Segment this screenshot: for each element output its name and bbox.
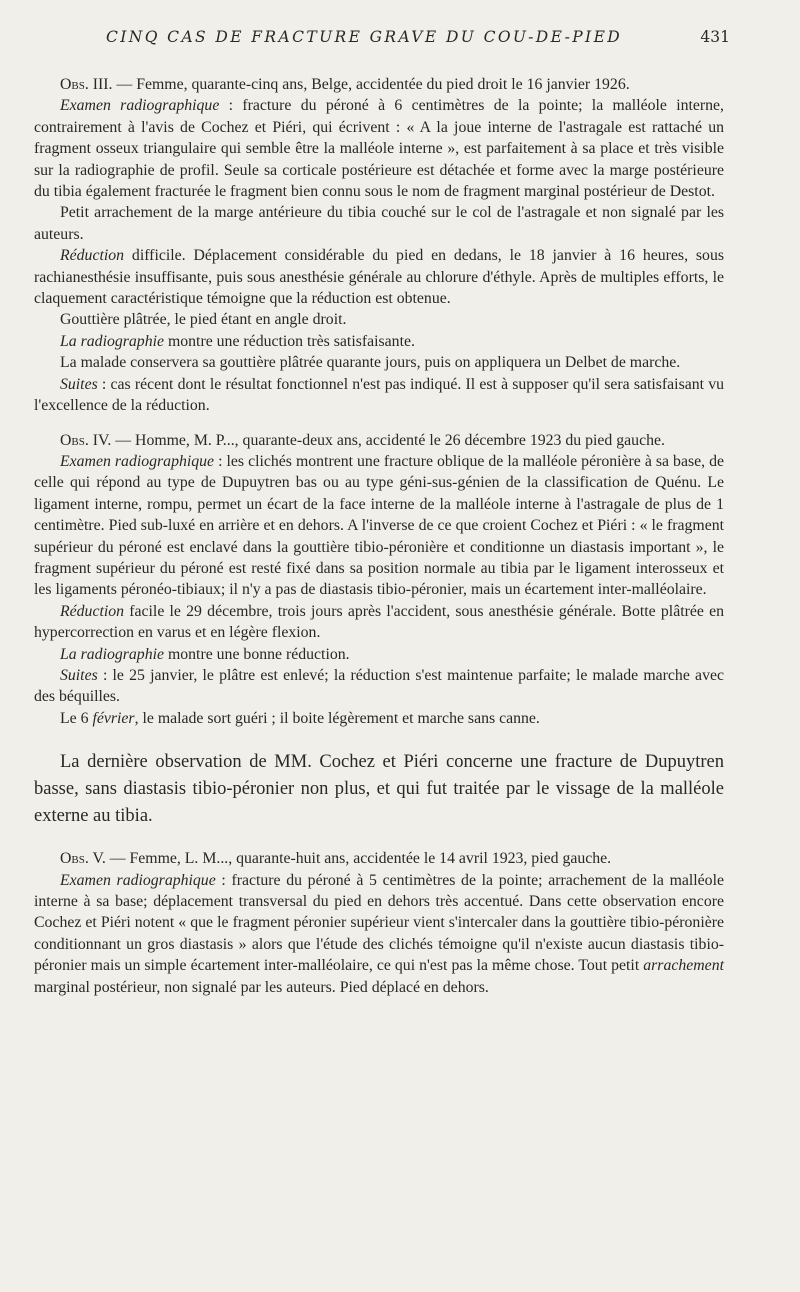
paragraph: La dernière observation de MM. Cochez et Piéri concerne une fracture de Dupuytren basse, sans diastasis tibio-péronier non plus, et qui fut traitée par le vissage de la malléole externe au tibia.	[34, 752, 724, 827]
page-header	[34, 28, 730, 52]
paragraph: La radiographie montre une bonne réduction.	[60, 645, 350, 663]
paragraph: Suites : le 25 janvier, le plâtre est enlevé; la réduction s'est maintenue parfaite; le malade marche avec des béquilles.	[34, 666, 724, 706]
observation-4	[34, 430, 724, 730]
paragraph: Gouttière plâtrée, le pied étant en angle droit.	[60, 311, 347, 329]
transition-paragraph	[34, 749, 724, 830]
paragraph: Le 6 février, le malade sort guéri ; il boite légèrement et marche sans canne.	[60, 709, 540, 727]
obs-heading: Obs. V. — Femme, L. M..., quarante-huit ans, accidentée le 14 avril 1923, pied gauche.	[60, 850, 612, 868]
section-gap	[34, 417, 724, 430]
body-text	[34, 74, 724, 998]
observation-3	[34, 74, 724, 417]
paragraph: Réduction facile le 29 décembre, trois jours après l'accident, sous anesthésie générale. Botte plâtrée en hypercorrection en varus et en légère flexion.	[34, 602, 724, 642]
running-title: CINQ CAS DE FRACTURE GRAVE DU COU-DE-PIED	[106, 28, 623, 46]
obs-label: Obs. III.	[60, 76, 113, 93]
paragraph: Examen radiographique : les clichés montrent une fracture oblique de la malléole péronière à sa base, de celle qui répond au type de Dupuytren bas ou au type géni-sus-génien de la classification de Quénu. Le ligament interne, rompu, permet un écart de la face interne de la malléole interne à l'astragale de plus de 1 centimètre. Pied sub-luxé en arrière et en dehors. A l'inverse de ce que croient Cochez et Piéri : « le fragment supérieur du péroné est enclavé dans la gouttière tibio-péronière et conditionne un diastasis important », le fragment supérieur du péroné est resté fixé dans sa position normale au tibia par le ligament interosseux et les ligaments péronéo-tibiaux; il n'y a pas de diastasis tibio-péronier, mais un écartement inter-malléolaire.	[34, 452, 724, 599]
obs-label: Obs. IV.	[60, 431, 112, 449]
obs-label: Obs. V.	[60, 850, 106, 868]
paragraph: La malade conservera sa gouttière plâtrée quarante jours, puis on appliquera un Delbet de marche.	[60, 354, 681, 372]
page-number: 431	[700, 28, 730, 46]
paragraph: Suites : cas récent dont le résultat fonctionnel n'est pas indiqué. Il est à supposer qu'il sera satisfaisant vu l'excellence de la réduction.	[34, 375, 724, 415]
paragraph: Examen radiographique : fracture du péroné à 6 centimètres de la pointe; la malléole interne, contrairement à l'avis de Cochez et Piéri, qui écrivent : « A la joue interne de l'astragale est rattaché un fragment osseux triangulaire qui semble être la malléole interne », est parfaitement à sa place et très visible sur la radiographie de profil. Seule sa corticale postérieure est détachée et forme avec la marge postérieure du tibia également fracturée le fragment bien connu sous le nom de fragment marginal postérieur de Destot.	[34, 97, 725, 201]
obs-heading: Obs. IV. — Homme, M. P..., quarante-deux ans, accidenté le 26 décembre 1923 du pied gauche.	[60, 431, 665, 449]
observation-5	[34, 848, 724, 998]
paragraph: Examen radiographique : fracture du péroné à 5 centimètres de la pointe; arrachement de la malléole interne à sa base; déplacement transversal du pied en dehors très accentué. Dans cette observation encore Cochez et Piéri notent « que le fragment péronier supérieur vient s'intercaler dans la gouttière tibio-péronière conditionnant un gros diastasis » alors que l'étude des clichés témoigne qu'il n'existe aucun diastasis tibio-péronier mais un simple écartement inter-malléolaire, ce qui n'est pas la même chose. Tout petit arrachement marginal postérieur, non signalé par les auteurs. Pied déplacé en dehors.	[34, 871, 724, 996]
paragraph: Petit arrachement de la marge antérieure du tibia couché sur le col de l'astragale et non signalé par les auteurs.	[34, 204, 724, 243]
obs-heading: Obs. III. — Femme, quarante-cinq ans, Belge, accidentée du pied droit le 16 janvier 1926.	[60, 76, 630, 93]
paragraph: Réduction difficile. Déplacement considérable du pied en dedans, le 18 janvier à 16 heures, sous rachianesthésie insuffisante, puis sous anesthésie générale au chlorure d'éthyle. Après de multiples efforts, le claquement caractéristique témoigne que la réduction est obtenue.	[34, 247, 724, 308]
paragraph: La radiographie montre une réduction très satisfaisante.	[60, 332, 415, 350]
